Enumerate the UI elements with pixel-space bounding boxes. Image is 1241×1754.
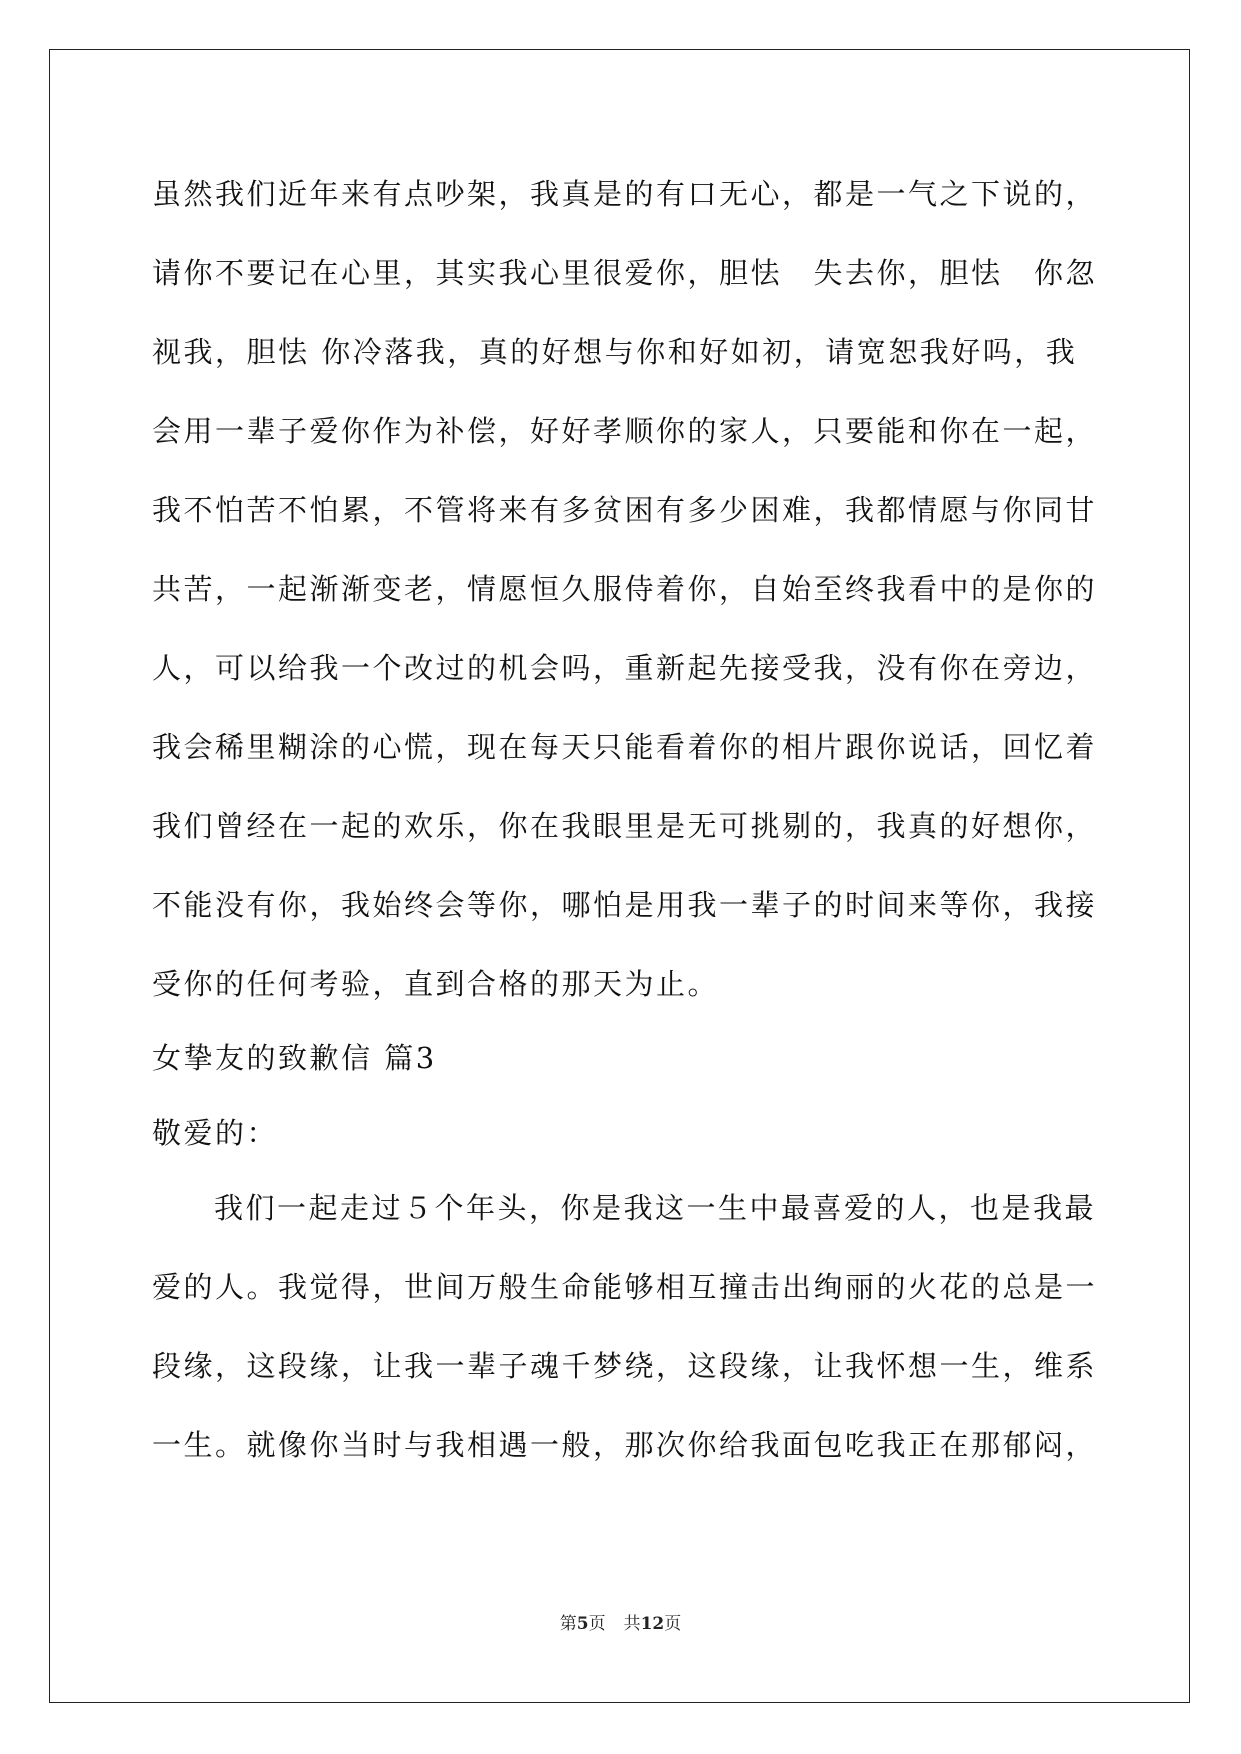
body-line: 爱的人。我觉得，世间万般生命能够相互撞击出绚丽的火花的总是一 xyxy=(152,1270,1098,1304)
body-line: 我会稀里糊涂的心慌，现在每天只能看着你的相片跟你说话，回忆着 xyxy=(152,730,1098,764)
body-line: 我不怕苦不怕累，不管将来有多贫困有多少困难，我都情愿与你同甘 xyxy=(152,493,1098,527)
page-number: 5 xyxy=(576,1614,589,1634)
body-line: 视我，胆怯 你冷落我，真的好想与你和好如初，请宽恕我好吗，我 xyxy=(152,335,1078,369)
body-line: 一生。就像你当时与我相遇一般，那次你给我面包吃我正在那郁闷， xyxy=(152,1428,1098,1462)
total-pages: 12 xyxy=(640,1614,665,1634)
body-line: 受你的任何考验，直到合格的那天为止。 xyxy=(152,967,720,1001)
body-line: 段缘，这段缘，让我一辈子魂千梦绕，这段缘，让我怀想一生，维系 xyxy=(152,1349,1098,1383)
body-line: 我们一起走过５个年头，你是我这一生中最喜爱的人，也是我最 xyxy=(214,1191,1097,1225)
page-suffix: 页 xyxy=(588,1614,606,1634)
body-line: 共苦，一起渐渐变老，情愿恒久服侍着你，自始至终我看中的是你的 xyxy=(152,572,1098,606)
total-prefix: 共 xyxy=(623,1614,641,1634)
body-line: 我们曾经在一起的欢乐，你在我眼里是无可挑剔的，我真的好想你， xyxy=(152,809,1098,843)
body-line: 会用一辈子爱你作为补偿，好好孝顺你的家人，只要能和你在一起， xyxy=(152,414,1098,448)
total-suffix: 页 xyxy=(664,1614,682,1634)
salutation: 敬爱的： xyxy=(152,1116,279,1150)
section-heading: 女挚友的致歉信 篇3 xyxy=(152,1041,437,1075)
body-line: 请你不要记在心里，其实我心里很爱你，胆怯 失去你，胆怯 你忽 xyxy=(152,256,1098,290)
body-line: 人，可以给我一个改过的机会吗，重新起先接受我，没有你在旁边， xyxy=(152,651,1098,685)
page-footer xyxy=(0,1613,1241,1635)
body-line: 虽然我们近年来有点吵架，我真是的有口无心，都是一气之下说的， xyxy=(152,177,1098,211)
body-line: 不能没有你，我始终会等你，哪怕是用我一辈子的时间来等你，我接 xyxy=(152,888,1098,922)
page-prefix: 第 xyxy=(559,1614,577,1634)
